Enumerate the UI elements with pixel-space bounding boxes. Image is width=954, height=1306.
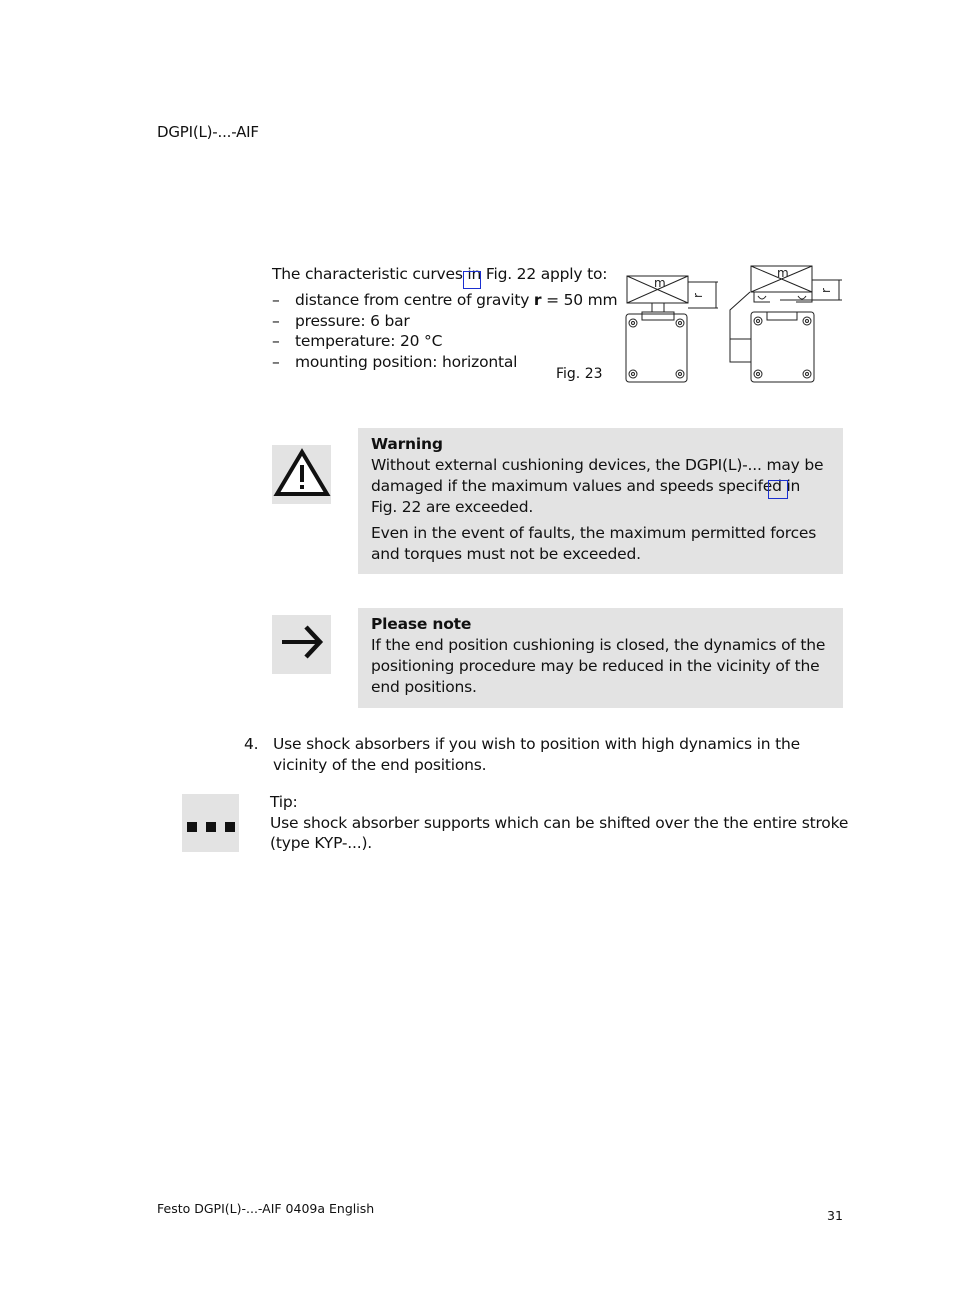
warning-icon-box bbox=[272, 445, 331, 504]
list-item-text: = 50 mm bbox=[541, 291, 618, 309]
tip-block bbox=[270, 792, 850, 854]
list-item-text: mounting position: horizontal bbox=[295, 353, 518, 372]
warning-paragraph-2: Even in the event of faults, the maximum permitted forces and torques must not be exceeded. bbox=[371, 524, 817, 563]
tip-label: Tip: bbox=[270, 793, 298, 811]
note-icon-box bbox=[272, 615, 331, 674]
list-item-text: distance from centre of gravity bbox=[295, 291, 534, 309]
step-text: Use shock absorbers if you wish to position with high dynamics in the vicinity of the end positions. bbox=[273, 735, 800, 774]
list-item-bold: r bbox=[533, 291, 542, 309]
list-item-text: pressure: 6 bar bbox=[295, 311, 410, 330]
gripper-mounting-figure bbox=[620, 262, 850, 387]
fig-22-link-box-2[interactable] bbox=[768, 480, 788, 499]
note-title: Please note bbox=[371, 615, 472, 633]
arrow-right-icon bbox=[273, 616, 331, 674]
three-dots-icon bbox=[187, 822, 235, 832]
step-number: 4. bbox=[244, 735, 259, 753]
list-dash: – bbox=[272, 332, 280, 351]
list-item bbox=[272, 331, 617, 352]
list-item bbox=[272, 311, 617, 332]
distance-label-right: r bbox=[819, 288, 833, 293]
page-footer: Festo DGPI(L)-...-AIF 0409a English bbox=[157, 1201, 375, 1216]
fig-22-link-box[interactable] bbox=[463, 271, 481, 289]
note-text: If the end position cushioning is closed, the dynamics of the positioning procedure may be reduced in the vicinity of the end positions. bbox=[371, 636, 826, 696]
tip-text: Use shock absorber supports which can be shifted over the the entire stroke (type KYP-...). bbox=[270, 813, 849, 852]
figure-caption: Fig. 23 bbox=[556, 366, 603, 382]
mass-label-left: m bbox=[654, 276, 666, 290]
tip-icon-box bbox=[182, 794, 239, 852]
list-item-text: temperature: 20 °C bbox=[295, 332, 443, 351]
list-dash: – bbox=[272, 311, 280, 330]
distance-label-left: r bbox=[691, 293, 705, 298]
note-box bbox=[358, 608, 843, 708]
warning-paragraph-1: Without external cushioning devices, the DGPI(L)-... may be damaged if the maximum values and speeds specifed in Fig. 22 are exceeded. bbox=[371, 456, 824, 516]
intro-text: The characteristic curves in Fig. 22 apply to: bbox=[272, 265, 608, 283]
mass-label-right: m bbox=[777, 266, 789, 280]
conditions-list bbox=[272, 290, 617, 373]
warning-box bbox=[358, 428, 843, 574]
warning-triangle-icon bbox=[273, 446, 331, 504]
list-item bbox=[272, 290, 617, 311]
list-dash: – bbox=[272, 291, 280, 309]
page-number: 31 bbox=[827, 1208, 843, 1223]
page-header: DGPI(L)-...-AIF bbox=[157, 123, 259, 141]
list-dash: – bbox=[272, 353, 280, 372]
warning-title: Warning bbox=[371, 435, 443, 453]
